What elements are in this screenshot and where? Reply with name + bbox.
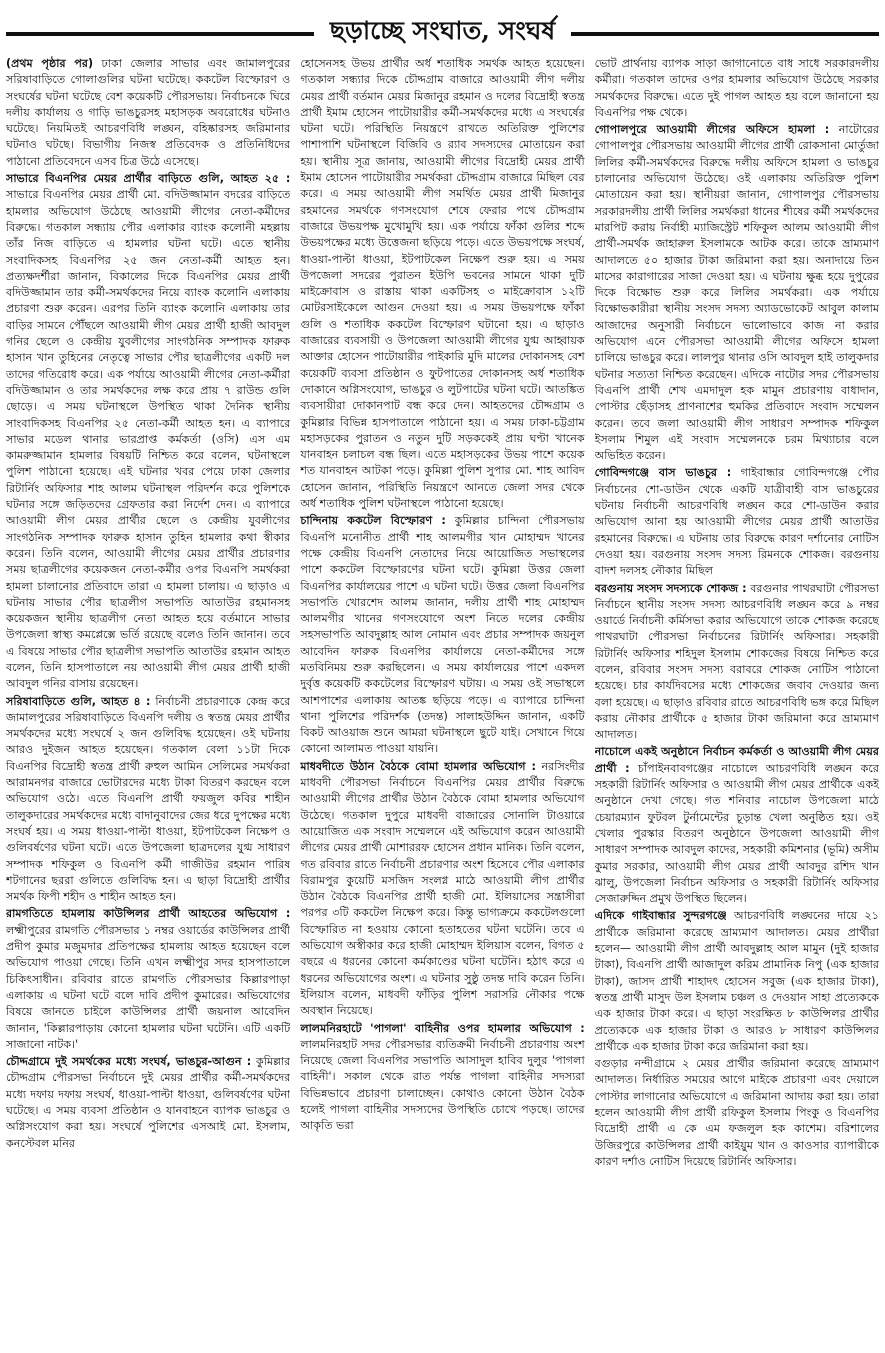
paragraph-body: ঢাকা জেলার সাভার এবং জামালপুরের সরিষাবাড়িতে গোলাগুলির ঘটনা ঘটেছে। ককটেল বিস্ফোরণ ও সংঘর্ষের ঘটনা ঘটেছে বেশ কয়েকটি পৌরসভায়। নির্বাচনকে ঘিরে দলীয় কার্যালয় ও গাড়ি ভাঙচুরসহ মহাসড়ক অবরোধের ঘটনাও ঘটেছে। নিয়মিতই আচরণবিধি লঙ্ঘন, বহিষ্কারসহ জরিমানার ঘটনাও ঘটছে। বিভাগীয় নিজস্ব প্রতিবেদক ও প্রতিনিধিদের পাঠানো প্রতিবেদনে এসব চিত্র উঠে এসেছে।: [6, 57, 291, 168]
article-column-3: [595, 56, 879, 1346]
paragraph-body: ভোট প্রার্থনায় ব্যাপক সাড়া জাগানোতে বাধ সাধে সরকারদলীয় কর্মীরা। গতকাল তাদের ওপর হামলার অভিযোগ উঠেছে সরকার সমর্থকদের বিরুদ্ধে। এতে দুই পাগল আহত হয় বলে জানানো হয় বিএনপির পক্ষ থেকে।: [594, 57, 879, 119]
paragraph-subhead: বরগুনায় সংসদ সদস্যকে শোকজ :: [594, 581, 747, 595]
paragraph-subhead: সাভারে বিএনপির মেয়র প্রার্থীর বাড়িতে গুলি, আহত ২৫ :: [6, 172, 291, 186]
paragraph-body: আচরণবিধি লঙ্ঘনের দায়ে ২১ প্রার্থীকে জরিমানা করেছে ভ্রাম্যমাণ আদালত। মেয়র প্রার্থীরা হলেন— আওয়ামী লীগ প্রার্থী আবদুল্লাহ আল মামুন (দুই হাজার টাকা), বিএনপি প্রার্থী আজাদুল করিম প্রামানিক নিপু (এক হাজার টাকা), জাসদ প্রার্থী শাহাদৎ হোসেন সবুজ (এক হাজার টাকা), স্বতন্ত্র প্রার্থী মাসুদ উল ইসলাম চঞ্চল ও দেওয়ান সাহা প্রত্যেককে এক হাজার টাকা করে। এ ছাড়া সংরক্ষিত ৮ কাউন্সিলর প্রার্থীর প্রত্যেককে এক হাজার টাকা ও আরও ৮ সাধারণ কাউন্সিলর প্রার্থীকে এক হাজার টাকা করে জরিমানা করা হয়।: [594, 909, 879, 1053]
paragraph-body: লক্ষ্মীপুরের রামগতি পৌরসভার ১ নম্বর ওয়ার্ডের কাউন্সিলর প্রার্থী প্রদীপ কুমার মজুমদার প্রতিপক্ষের হামলায় আহত হয়েছেন বলে অভিযোগ পাওয়া গেছে। তিনি এখন লক্ষ্মীপুর সদর হাসপাতালে চিকিৎসাধীন। রবিবার রাতে রামগতি পৌরসভার কিল্লারপাড়া এলাকায় এ ঘটনা ঘটে বলে দাবি প্রদীপ কুমারের। অভিযোগের বিষয়ে জানতে চাইলে কাউন্সিলর প্রার্থী জয়নাল আবেদিন জানান, 'কিল্লারপাড়ায় কোনো হামলার ঘটনা ঘটেনি। এটি একটি সাজানো নাটক।': [6, 923, 291, 1051]
article-paragraph: [300, 759, 584, 1020]
paragraph-body: কুমিল্লার চৌদ্দগ্রাম পৌরসভা নির্বাচনে দুই মেয়র প্রার্থীর কর্মী-সমর্থকদের মধ্যে দফায় দফায় সংঘর্ষ, ধাওয়া-পাল্টা ধাওয়া, গুলিবর্ষণের ঘটনা ঘটেছে। এ সময় ব্যবসা প্রতিষ্ঠান ও যানবাহনে ব্যাপক ভাঙচুর ও অগ্নিসংযোগ করা হয়। সংঘর্ষে পুলিশের এসআই মো. ইসলাম, কনস্টেবল মনির: [6, 1055, 291, 1150]
article-paragraph: [595, 56, 879, 121]
article-paragraph: [300, 1021, 584, 1135]
paragraph-body: নির্বাচনী প্রচারণাকে কেন্দ্র করে জামালপুরের সরিষাবাড়িতে বিএনপি দলীয় ও স্বতন্ত্র মেয়র প্রার্থীর সমর্থকদের মধ্যে সংঘর্ষে ২ জন গুলিবিদ্ধ হয়েছেন। ওই ঘটনায় আরও দুইজন আহত হয়েছেন। গতকাল বেলা ১১টা দিকে বিএনপির বিদ্রোহী স্বতন্ত্র প্রার্থী রুহুল আমিন সেলিমের সমর্থকরা আরামনগর বাজারে ভোটারদের মধ্যে টাকা বিতরণ করছেন বলে অভিযোগ ওঠে। এতে বিএনপি প্রার্থী ফয়জুল কবির শাহীন তালুকদারের সমর্থকদের মধ্যে বাদানুবাদের জের ধরে দুপক্ষের মধ্যে সংঘর্ষ হয়। এ সময় ধাওয়া-পাল্টা ধাওয়া, ইটপাটকেল নিক্ষেপ ও গুলিবর্ষণের ঘটনা ঘটে। এতে উপজেলা ছাত্রদলের যুগ্ম সাধারণ সম্পাদক শফিকুল ও বিএনপি কর্মী গাজীউর রহমান পারিষ শটগানের ছররা গুলিতে গুলিবিদ্ধ হন। এ ছাড়া বিদ্রোহী প্রার্থীর সমর্থক ফিপী শহীদ ও শাহীন আহত হন।: [6, 694, 291, 904]
article-columns: [6, 56, 879, 1346]
paragraph-body: কুমিল্লার চান্দিনা পৌরসভায় বিএনপি মনোনীত প্রার্থী শাহ আলমগীর খান মোহাম্মদ খানের পক্ষে কেন্দ্রীয় বিএনপি নেতাদের নিয়ে আয়োজিত সভাস্থলের পাশে ককটেল বিস্ফোরণের ঘটনা ঘটে। কুমিল্লা উত্তর জেলা বিএনপির কার্যালয়ের পাশে এ ঘটনা ঘটে। উত্তর জেলা বিএনপির সভাপতি খোরশেদ আলম জানান, দলীয় প্রার্থী শাহ মোহাম্মদ আলমগীর খানের গণসংযোগে অংশ নিতে দলের কেন্দ্রীয় সহসভাপতি আবদুল্লাহ আল নোমান এবং প্রচার সম্পাদক জয়নুল আবেদিন ফারুক বিএনপির কার্যালয়ে নেতা-কর্মীদের সঙ্গে মতবিনিময় শুরু করছিলেন। এ সময় কার্যালয়ের পাশে একদল দুর্বৃত্ত কয়েকটি ককটেলের বিস্ফোরণ ঘটায়। এ সময় ওই সভাস্থলে আশপাশের এলাকায় আতঙ্ক ছড়িয়ে পড়ে। এ ব্যাপারে চান্দিনা থানা পুলিশের পরিদর্শক (তদন্ত) সালাহউদ্দিন জানান, একটি বিকট আওয়াজ শুনে আমরা ঘটনাস্থলে ছুটে যাই। সেখানে গিয়ে কোনো আলামত পাওয়া যায়নি।: [300, 514, 585, 756]
article-paragraph: [595, 744, 879, 907]
paragraph-subhead: সরিষাবাড়িতে গুলি, আহত ৪ :: [6, 694, 151, 708]
paragraph-body: গাইবান্ধার গোবিন্দগঞ্জে পৌর নির্বাচনের শো-ডাউন থেকে একটি যাত্রীবাহী বাস ভাঙচুরের ঘটনায় নির্বাচনী আচরণবিধি লঙ্ঘন করে শো-ডাউন করার অভিযোগ আনা হয় আওয়ামী লীগের মেয়র প্রার্থী আতাউর রহমানের বিরুদ্ধে। এ ঘটনায় তার বিরুদ্ধে কারণ দর্শানোর নোটিস দেওয়া হয়। বরগুনায় সংসদ সদস্য রিমনকে শোকজ। বরগুনায় বাদশ দলসহ নৌকার মিছিল: [594, 466, 879, 578]
paragraph-subhead: (প্রথম পৃষ্ঠার পর): [6, 57, 94, 70]
article-paragraph: [6, 171, 290, 693]
article-paragraph: [6, 56, 290, 170]
headline-banner: [6, 8, 879, 54]
article-paragraph: [300, 56, 584, 512]
paragraph-body: নরসিংদীর মাধবদী পৌরসভা নির্বাচনে বিএনপির মেয়র প্রার্থীর বিরুদ্ধে আওয়ামী লীগের প্রার্থীর উঠান বৈঠকে বোমা হামলার অভিযোগ উঠেছে। গতকাল দুপুরে মাধবদী বাজারের সোনালি টাওয়ারে আয়োজিত এক সংবাদ সম্মেলনে এই অভিযোগ করেন আওয়ামী লীগের মেয়র প্রার্থী মোশাররফ হোসেন প্রধান মানিক। তিনি বলেন, গত রবিবার রাতে নির্বাচনী প্রচারণার অংশ হিসেবে পৌর এলাকার বিরামপুর কুয়েটি মসজিদ সংলগ্ন মাঠে আওয়ামী লীগ প্রার্থীর উঠান বৈঠকে বিএনপির প্রার্থী হাজী মো. ইলিয়াসের সন্ত্রাসীরা পরপর ৩টি ককটেল নিক্ষেপ করে। কিন্তু ভাগ্যক্রমে ককটেলগুলো বিস্ফোরিত না হওয়ায় কোনো হতাহতের ঘটনা ঘটেনি। তবে এ অভিযোগ অস্বীকার করে হাজী মোহাম্মদ ইলিয়াস বলেন, বিগত ৫ বছরে এ ধরনের কোনো কর্মকাণ্ডের ঘটনা ঘটেনি। হঠাৎ করে এ ধরনের অভিযোগের অংশ। এ ঘটনার সুষ্ঠু তদন্ত দাবি করেন তিনি। ইলিয়াস বলেন, মাধবদী ফাঁড়ির পুলিশ সরাসরি নৌকার পক্ষে অবস্থান নিয়েছে।: [300, 759, 585, 1018]
article-paragraph: [595, 581, 879, 744]
article-paragraph: [6, 694, 290, 906]
paragraph-subhead: রামগতিতে হামলায় কাউন্সিলর প্রার্থী আহতের অভিযোগ :: [6, 907, 291, 921]
paragraph-subhead: গোবিন্দগঞ্জে বাস ভাঙচুর :: [594, 466, 732, 480]
article-paragraph: [6, 906, 290, 1053]
paragraph-subhead: লালমনিরহাটে 'পাগলা' বাহিনীর ওপর হামলার অভিযোগ :: [300, 1021, 585, 1035]
paragraph-body: বগুড়ার নন্দীগ্রামে ২ মেয়র প্রার্থীর জরিমানা করেছে ভ্রাম্যমাণ আদালত। নির্ধারিত সময়ের আগে মাইকে প্রচারণা এবং দেয়ালে পোস্টার লাগানোর অভিযোগে এ জরিমানা আদায় করা হয়। তারা হলেন আওয়ামী লীগ প্রার্থী রফিকুল ইসলাম পিংকু ও বিএনপির বিদ্রোহী প্রার্থী এ কে এম ফজলুল হক কাশেম। বরিশালের উজিরপুরে কাউন্সিলর প্রার্থী কাইয়ুম খান ও কাওসার ব্যাপারীকে কারণ দর্শাও নোটিস দিয়েছে রিটার্নিং অফিসার।: [594, 1057, 879, 1168]
paragraph-body: সাভারে বিএনপির মেয়র প্রার্থী মো. বদিউজ্জামান বদরের বাড়িতে হামলার অভিযোগ উঠেছে আওয়ামী লীগের নেতা-কর্মীদের বিরুদ্ধে। গতকাল সন্ধ্যায় পৌর এলাকার ব্যাংক কলোনী মহল্লায় তাঁর নিজ বাড়িতে এ হামলার ঘটনা ঘটে। এতে স্থানীয় সংবাদিকসহ বিএনপির ২৫ জন নেতা-কর্মী আহত হন। প্রত্যক্ষদর্শীরা জানান, বিকালের দিকে বিএনপির মেয়র প্রার্থী বদিউজ্জামান তার কর্মী-সমর্থকদের নিয়ে ব্যাংক কলোনি এলাকায় প্রচারণা শুরু করেন। এরপর তিনি ব্যাংক কলোনি এলাকায় তার বাড়ির সামনে পৌঁছলে আওয়ামী লীগ মেয়র প্রার্থী হাজী আবদুল গনির ছেলে ও কেন্দ্রীয় যুবলীগের সাংগঠনিক সম্পাদক ফারুক হাসান খান তুহিনের নেতৃত্বে সাভার পৌর ছাত্রলীগের একটি দল তাদের গতিরোধ করে। এক পর্যায়ে আওয়ামী লীগের নেতা-কর্মীরা বদিউজ্জামান ও তার সমর্থকদের লক্ষ করে প্রায় ৭ রাউন্ড গুলি ছোড়ে। এ সময় ঘটনাস্থলে উপস্থিত থাকা দৈনিক স্থানীয় সাংবাদিকসহ বিএনপির ২৫ নেতা-কর্মী আহত হন। এ ব্যাপারে সাভার মডেল থানার ভারপ্রাপ্ত কর্মকর্তা (ওসি) এস এম কামরুজ্জামান হামলার বিষয়টি নিশ্চিত করে বলেন, ঘটনাস্থলে পুলিশ পাঠানো হয়েছে। এই ঘটনার খবর পেয়ে ঢাকা জেলার রিটার্নিং অফিসার শাহ আলম ঘটনাস্থল পরিদর্শন করে পুলিশকে ঘটনার সঙ্গে জড়িতদের গ্রেফতার করা নির্দেশ দেন। এ ব্যাপারে আওয়ামী লীগ মেয়র প্রার্থীর ছেলে ও কেন্দ্রীয় যুবলীগের সাংগঠনিক সম্পাদক ফারুক হাসান তুহিন হামলার কথা স্বীকার করেন। তিনি বলেন, আওয়ামী লীগের মেয়র প্রার্থীর প্রচারণার সময় ছাত্রলীগের কয়েকজন নেতা-কর্মীর ওপর বিএনপি সমর্থকরা হামলা চালানোর প্রতিবাদে তারা এ হামলা চালায়। এ ছাড়াও এ ঘটনায় সাভার পৌর ছাত্রলীগ সভাপতি আতাউর রহমানসহ কয়েকজন স্থানীয় ছাত্রলীগ নেতা আহত হয়ে বর্তমানে সাভার উপজেলা স্বাস্থ্য কমপ্লেক্সে ভর্তি রয়েছে বলেও তিনি জানান। তবে এ বিষয়ে সাভার পৌর ছাত্রলীগ সভাপতি আতাউর রহমান আহত বলেন, তিনি হাসপাতালে নয় আওয়ামী লীগ মেয়র প্রার্থী হাজী আবদুল গনির বাসায় রয়েছেন।: [6, 188, 291, 691]
paragraph-subhead: মাধবদীতে উঠান বৈঠকে বোমা হামলার অভিযোগ :: [300, 759, 536, 773]
paragraph-subhead: এদিকে গাইবান্ধার সুন্দরগঞ্জে: [594, 909, 727, 923]
article-paragraph: [595, 122, 879, 464]
article-paragraph: [6, 1054, 290, 1152]
paragraph-subhead: গোপালপুরে আওয়ামী লীগের অফিসে হামলা :: [594, 123, 830, 137]
paragraph-body: নাটোরের গোপালপুর পৌরসভায় আওয়ামী লীগের প্রার্থী রোকসানা মোর্তুজা লিলির কর্মী-সমর্থকদের বিরুদ্ধে দলীয় অফিসে হামলা ও ভাঙচুর চালানোর অভিযোগ উঠেছে। ওই এলাকায় অতিরিক্ত পুলিশ মোতায়েন করা হয়। স্থানীয়রা জানান, গোপালপুর পৌরসভায় সরকারদলীয় প্রার্থী লিলির সমর্থকরা ধানের শীষের কর্মী সমর্থকদের মারপিট করায় নির্বাহী ম্যাজিস্ট্রেট শফিকুল আলম আওয়ামী লীগ প্রার্থী-সমর্থক জাহারুল ইসলামকে আটক করে। তাকে ভ্রাম্যমাণ আদালতে ৫০ হাজার টাকা জরিমানা করা হয়। অনাদায়ে তিন মাসের কারাগারের সাজা দেওয়া হয়। এ ঘটনায় ক্ষুব্ধ হয়ে দুপুরের দিকে বিক্ষোভ শুরু করে লিলির সমর্থকরা। এক পর্যায়ে বিক্ষোভকারীরা স্থানীয় সংসদ সদস্য অ্যাডভোকেট আবুল কালাম আজাদের অনুসারী নির্বাচনে ভালোভাবে কাজ না করার অভিযোগ এনে পৌরসভা আওয়ামী লীগের অফিসে হামলা চালিয়ে ভাঙচুর করে। লালপুর থানার ওসি আবদুল হাই তালুকদার ঘটনার সত্যতা নিশ্চিত করেছেন। এদিকে নাটোর সদর পৌরসভায় বিএনপি প্রার্থী শেখ এমদাদুল হক মামুন প্রচারণায় বাধাদান, পোস্টার ছেঁড়াসহ প্রাণনাশের হুমকির প্রতিবাদে সংবাদ সম্মেলন করেন। তবে জলা আওয়ামী লীগ সাধারণ সম্পাদক শফিকুল ইসলাম শিমুল এই সংবাদ সম্মেলনকে চরম মিথ্যাচার বলে অভিহিত করেন।: [594, 123, 879, 463]
paragraph-body: চাঁপাইনবাবগঞ্জের নাচোলে আচরণবিধি লঙ্ঘন করে সহকারী রিটার্নিং অফিসার ও আওয়ামী লীগ মেয়র প্রার্থীকে একই অনুষ্ঠানে দেখা গেছে। গত শনিবার নাচোল উপজেলা মাঠে চেয়ারম্যান ফুটবল টুর্নামেন্টের চূড়ান্ত খেলা অনুষ্ঠিত হয়। ওই খেলার পুরস্কার বিতরণ অনুষ্ঠানে উপজেলা আওয়ামী লীগ সাধারণ সম্পাদক আবদুল কাদের, সহকারী কমিশনার (ভূমি) অসীম কুমার সরকার, আওয়ামী লীগ মেয়র প্রার্থী আবদুর রশিদ খান ঝালু, উপজেলা নির্বাচন অফিসার ও সহকারী রিটার্নিং অফিসার সেজারুদ্দিন প্রমুখ উপস্থিত ছিলেন।: [594, 761, 879, 906]
article-paragraph: [595, 908, 879, 1055]
headline: [6, 11, 879, 51]
article-paragraph: [300, 513, 584, 757]
headline-text: ছড়াচ্ছে সংঘাত, সংঘর্ষ: [314, 16, 571, 45]
paragraph-body: হোসেনসহ উভয় প্রার্থীর অর্ধ শতাধিক সমর্থক আহত হয়েছেন। গতকাল সন্ধ্যার দিকে চৌদ্দগ্রাম বাজারে আওয়ামী লীগ দলীয় মেয়র প্রার্থী বর্তমান মেয়র মিজানুর রহমান ও দলের বিদ্রোহী স্বতন্ত্র প্রার্থী ইমাম হোসেন পাটোয়ারীর কর্মী-সমর্থকদের মধ্যে এ সংঘর্ষের ঘটনা ঘটে। পরিস্থিতি নিয়ন্ত্রণে রাখতে অতিরিক্ত পুলিশের পাশাপাশি ঘটনাস্থলে বিজিবি ও র‌্যাব সদস্যদের মোতায়েন করা হয়। স্থানীয় সূত্র জানায়, আওয়ামী লীগের বিদ্রোহী মেয়র প্রার্থী ইমাম হোসেন পাটোয়ারীর সমর্থকরা চৌদ্দগ্রাম বাজারে মিছিল বের করে। এ সময় আওয়ামী লীগ সমর্থিত মেয়র প্রার্থী মিজানুর রহমানের সমর্থকে গণসংযোগ শেষে ফেরার পথে চৌদ্দগ্রাম বাজারে উভয়পক্ষ মুখোমুখি হয়। এক পর্যায়ে ফাঁকা গুলির শব্দে উভয়পক্ষের মধ্যে উত্তেজনা ছড়িয়ে পড়ে। এতে উভয়পক্ষে সংঘর্ষ, ধাওয়া-পাল্টা ধাওয়া, ইটপাটকেল নিক্ষেপ শুরু হয়। এ সময় উপজেলা সদরের পুরাতন ইউপি ভবনের সামনে থাকা দুটি মাইক্রোবাস ও রাস্তায় থাকা একটিসহ ৩ মাইক্রোবাস ১২টি মোটরসাইকেলে আগুন দেওয়া হয়। এ সময় উভয়পক্ষে ফাঁকা গুলি ও শতাধিক ককটেল বিস্ফোরণ ঘটানো হয়। এ ছাড়াও বাজারের ব্যবসায়ী ও উপজেলা আওয়ামী লীগের যুগ্ম আহ্বায়ক আক্তার হোসেন পাটোয়ারীর পাইকারি মুদি মালের দোকানসহ বেশ কয়েকটি ব্যবসা প্রতিষ্ঠান ও ফুটপাতের দোকানসহ অর্ধ শতাধিক দোকানে অগ্নিসংযোগ, ভাঙচুর ও লুটপাটের ঘটনা ঘটে। আতঙ্কিত ব্যবসায়ীরা দোকানপাট বন্ধ করে দেন। আহতদের চৌদ্দগ্রাম ও কুমিল্লার বিভিন্ন হাসপাতালে পাঠানো হয়। এ সময় ঢাকা-চট্টগ্রাম মহাসড়কের পুরাতন ও নতুন দুটি সড়ককেই প্রায় ঘণ্টা খানেক যানবাহন চলাচল বন্ধ ছিল। এতে মহাসড়কের উভয় পাশে কয়েক শত যানবাহন আটকা পড়ে। কুমিল্লা পুলিশ সুপার মো. শাহ আবিদ হোসেন জানান, পরিস্থিতি নিয়ন্ত্রণে আনতে জেলা সদর থেকে অর্ধ শতাধিক পুলিশ ঘটনাস্থলে পাঠানো হয়েছে।: [300, 57, 585, 511]
paragraph-body: লালমনিরহাট সদর পৌরসভার ব্যতিক্রমী নির্বাচনী প্রচারণায় অংশ নিয়েছে জেলা বিএনপির সভাপতি আসাদুল হাবিব দুলুর 'পাগলা বাহিনী'। সকাল থেকে রাত পর্যন্ত পাগলা বাহিনীর সদস্যরা বিভিন্নভাবে প্রচারণা চালাচ্ছেন। কোথাও কোনো উঠান বৈঠক হলেই পাগলা বাহিনীর সদস্যদের উপস্থিতি চোখে পড়ছে। তাদের আকৃতি ভরা: [300, 1037, 585, 1133]
article-paragraph: [595, 1056, 879, 1170]
article-column-1: [6, 56, 290, 1346]
paragraph-subhead: চৌদ্দগ্রামে দুই সমর্থকের মধ্যে সংঘর্ষ, ভাঙচুর-আগুন :: [6, 1055, 252, 1069]
paragraph-subhead: চান্দিনায় ককটেল বিস্ফোরণ :: [300, 514, 446, 528]
paragraph-subhead: নাচোলে একই অনুষ্ঠানে নির্বাচন কর্মকর্তা ও আওয়ামী লীগ মেয়র প্রার্থী :: [594, 745, 879, 775]
article-paragraph: [595, 465, 879, 579]
paragraph-body: বরগুনার পাথরঘাটা পৌরসভা নির্বাচনে স্থানীয় সংসদ সদস্য আচরণবিধি লঙ্ঘন করে ৯ নম্বর ওয়ার্ডে নির্বাচনী কর্মিসভা করার অভিযোগে তাকে শোকজ করেছে পাথরঘাটা পৌরসভা নির্বাচনের রিটার্নিং অফিসার। সহকারী রিটার্নিং অফিসার শহিদুল ইসলাম শোকজের বিষয়ে নিশ্চিত করে বলেন, রবিবার সংসদ সদস্য বরাবরে শোকজ নোটিস পাঠানো হয়েছে। চার কার্যদিবসের মধ্যে শোকজের জবাব দেওয়ার জন্য বলা হয়েছে। এ ছাড়াও রবিবার রাতে আচরণবিধি ভঙ্গ করে মিছিল করায় নৌকার প্রার্থীকে ৫ হাজার টাকা জরিমানা করে ভ্রাম্যমাণ আদালত।: [594, 581, 879, 742]
article-column-2: [300, 56, 584, 1346]
